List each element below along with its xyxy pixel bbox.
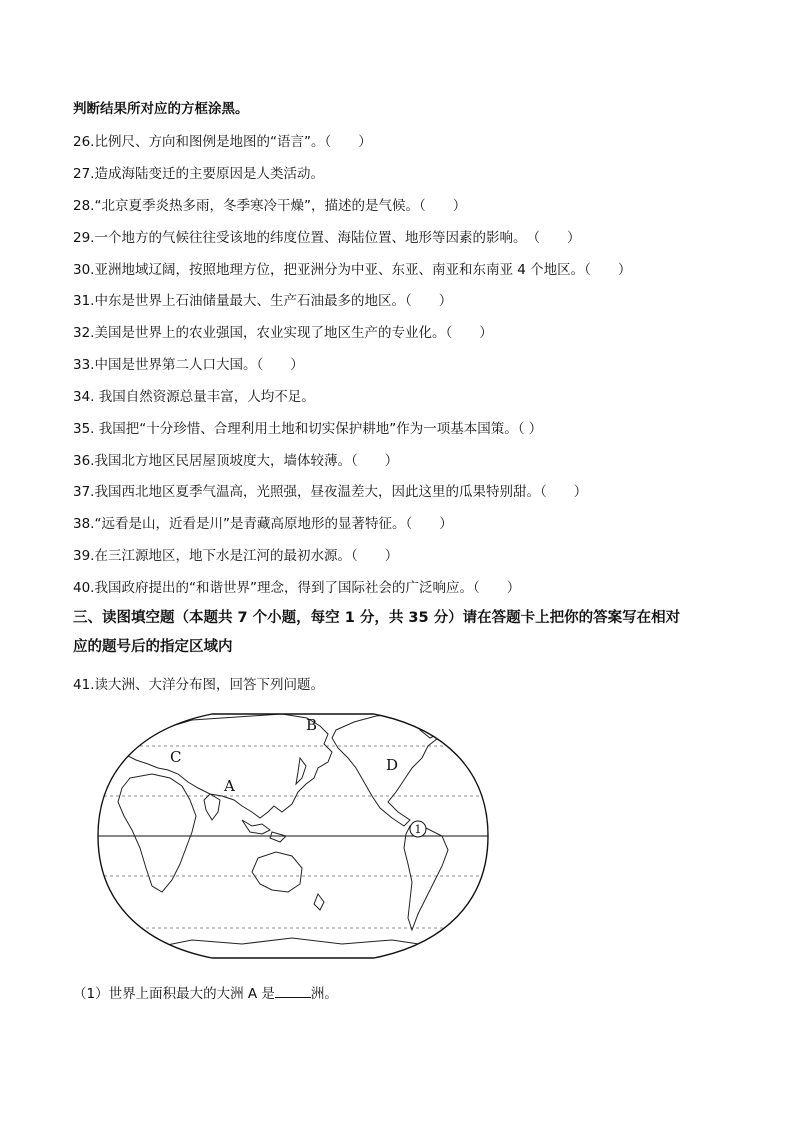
section-3-line-1: 三、读图填空题（本题共 7 个小题，每空 1 分，共 35 分）请在答题卡上把你的答案写在相对 [73,610,681,626]
question-29: 29.一个地方的气候往往受该地的纬度位置、海陆位置、地形等因素的影响。 （ ） [73,230,581,246]
question-41-sub-1-text-after: 洲。 [310,986,338,1002]
question-40: 40.我国政府提出的“和谐世界”理念，得到了国际社会的广泛响应。（ ） [73,580,521,596]
south-america-shape [404,826,448,930]
antarctica-shape [132,938,452,958]
question-41-prompt: 41.读大洲、大洋分布图，回答下列问题。 [73,677,324,693]
question-39: 39.在三江源地区，地下水是江河的最初水源。（ ） [73,548,399,564]
question-35: 35. 我国把“十分珍惜、合理利用土地和切实保护耕地”作为一项基本国策。（ ） [73,421,543,437]
map-label-d: D [386,756,399,774]
map-marker-1-label: 1 [414,823,422,836]
southeast-asia-islands [242,820,286,842]
eurasia-shape [122,714,332,818]
question-38: 38.“远看是山，近看是川”是青藏高原地形的显著特征。（ ） [73,516,453,532]
question-30: 30.亚洲地域辽阔，按照地理方位，把亚洲分为中亚、东亚、南亚和东南亚 4 个地区。（ ） [73,262,632,278]
question-41-sub-1-text-before: （1）世界上面积最大的大洲 A 是 [73,986,275,1002]
map-label-c: C [170,748,182,766]
australia-shape [252,852,302,892]
question-28: 28.“北京夏季炎热多雨，冬季寒冷干燥”，描述的是气候。（ ） [73,198,467,214]
question-41-sub-1 [73,983,338,1003]
answer-blank[interactable] [275,983,311,998]
india-shape [204,794,220,820]
instruction-text: 判断结果所对应的方框涂黑。 [73,101,249,117]
question-31: 31.中东是世界上石油储量最大、生产石油最多的地区。（ ） [73,293,453,309]
question-36: 36.我国北方地区民居屋顶坡度大，墙体较薄。（ ） [73,453,399,469]
question-37: 37.我国西北地区夏季气温高，光照强，昼夜温差大，因此这里的瓜果特别甜。（ ） [73,484,588,500]
section-3-heading [73,604,723,662]
map-contents [92,712,494,958]
new-zealand-shape [314,894,324,910]
question-27: 27.造成海陆变迁的主要原因是人类活动。 [73,166,324,182]
question-34: 34. 我国自然资源总量丰富，人均不足。 [73,389,315,405]
section-3-line-2: 应的题号后的指定区域内 [73,639,233,655]
map-label-a: A [224,777,235,795]
world-map [92,708,494,962]
question-26: 26.比例尺、方向和图例是地图的“语言”。（ ） [73,134,372,150]
question-33: 33.中国是世界第二人口大国。（ ） [73,357,304,373]
greenland-shape [418,712,446,738]
africa-shape [118,774,196,892]
japan-shape [296,758,306,784]
question-32: 32.美国是世界上的农业强国，农业实现了地区生产的专业化。（ ） [73,325,493,341]
map-label-b: B [306,716,318,734]
